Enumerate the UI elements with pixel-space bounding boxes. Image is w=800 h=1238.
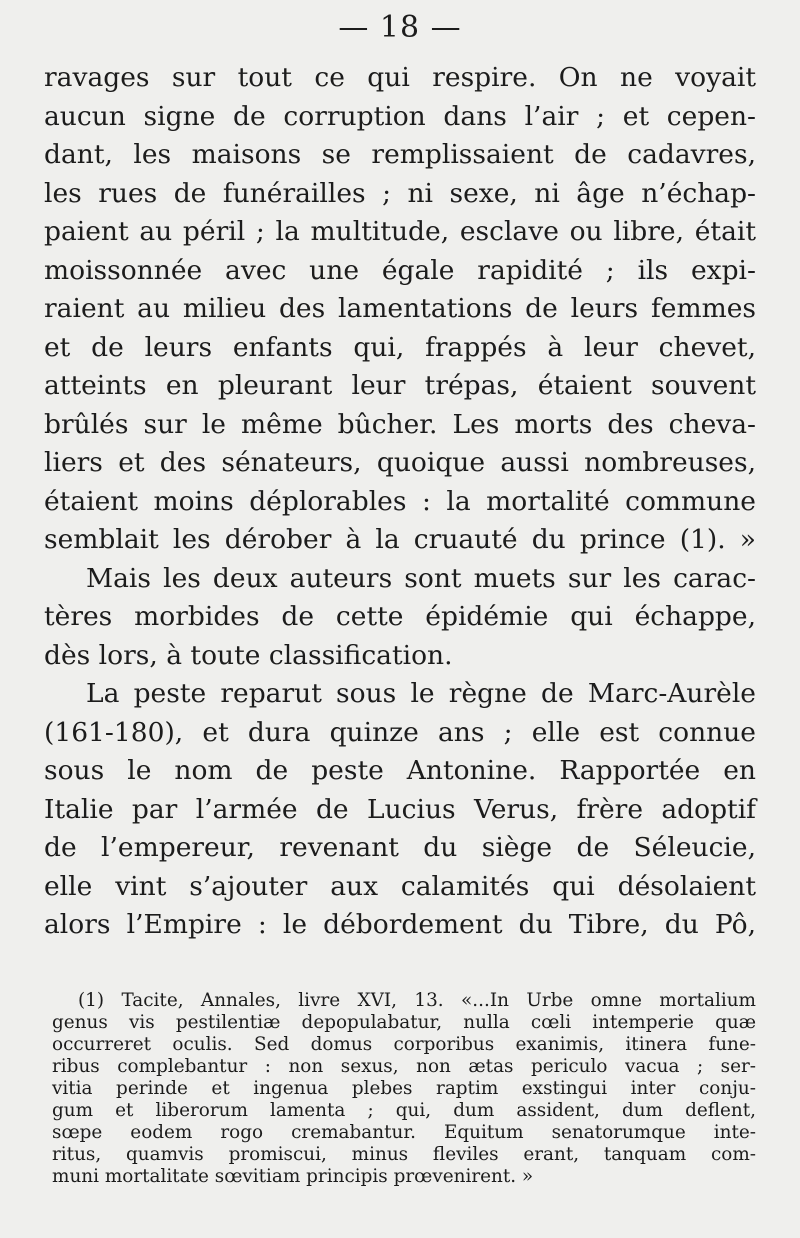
text-line: moissonnée avec une égale rapidité ; ils expi-	[44, 254, 756, 286]
text-line: (161-180), et dura quinze ans ; elle est connue	[44, 716, 756, 748]
text-line: dant, les maisons se remplissaient de cadavres,	[44, 139, 756, 170]
text-line: brûlés sur le même bûcher. Les morts des cheva-	[44, 408, 756, 440]
text-line: aucun signe de corruption dans l’air ; et cepen-	[44, 100, 756, 132]
text-line: semblait les dérober à la cruauté du prince (1). »	[44, 524, 756, 555]
footnote-line: vitia perinde et ingenua plebes raptim exstingui inter conju-	[52, 1078, 756, 1099]
text-line: liers et des sénateurs, quoique aussi nombreuses,	[44, 447, 756, 478]
text-line: elle vint s’ajouter aux calamités qui désolaient	[44, 870, 756, 902]
footnote	[52, 990, 756, 1188]
paragraph-start-line: Mais les deux auteurs sont muets sur les carac-	[86, 562, 756, 594]
footnote-line: genus vis pestilentiæ depopulabatur, nulla cœli intemperie quæ	[52, 1012, 756, 1033]
body-text	[44, 59, 756, 945]
text-line: Italie par l’armée de Lucius Verus, frère adoptif	[44, 793, 756, 825]
text-line: raient au milieu des lamentations de leurs femmes	[44, 293, 756, 324]
text-line: tères morbides de cette épidémie qui échappe,	[44, 601, 756, 632]
text-line: et de leurs enfants qui, frappés à leur chevet,	[44, 331, 756, 363]
footnote-line: sœpe eodem rogo cremabantur. Equitum senatorumque inte-	[52, 1122, 756, 1143]
text-line: paient au péril ; la multitude, esclave ou libre, était	[44, 216, 756, 247]
footnote-line: (1) Tacite, Annales, livre XVI, 13. «...In Urbe omne mortalium	[78, 990, 756, 1011]
text-line: les rues de funérailles ; ni sexe, ni âge n’échap-	[44, 177, 756, 209]
text-line: étaient moins déplorables : la mortalité commune	[44, 485, 756, 517]
footnote-line: ribus complebantur : non sexus, non ætas periculo vacua ; ser-	[52, 1056, 756, 1077]
paragraph-end-line: dès lors, à toute classification.	[44, 639, 453, 671]
paragraph-start-line: La peste reparut sous le règne de Marc-Aurèle	[86, 678, 756, 709]
footnote-line: muni mortalitate sœvitiam principis prœvenirent. »	[52, 1166, 534, 1187]
text-line: de l’empereur, revenant du siège de Séleucie,	[44, 832, 756, 863]
footnote-line: occurreret oculis. Sed domus corporibus exanimis, itinera fune-	[52, 1034, 756, 1055]
text-line: sous le nom de peste Antonine. Rapportée en	[44, 755, 756, 786]
footnote-line: gum et liberorum lamenta ; qui, dum assident, dum deflent,	[52, 1100, 756, 1121]
text-line: ravages sur tout ce qui respire. On ne voyait	[44, 62, 756, 93]
text-line: atteints en pleurant leur trépas, étaient souvent	[44, 370, 756, 401]
footnote-line: ritus, quamvis promiscui, minus fleviles erant, tanquam com-	[52, 1144, 756, 1165]
text-line: alors l’Empire : le débordement du Tibre, du Pô,	[44, 909, 756, 940]
page-number: — 18 —	[338, 10, 462, 45]
